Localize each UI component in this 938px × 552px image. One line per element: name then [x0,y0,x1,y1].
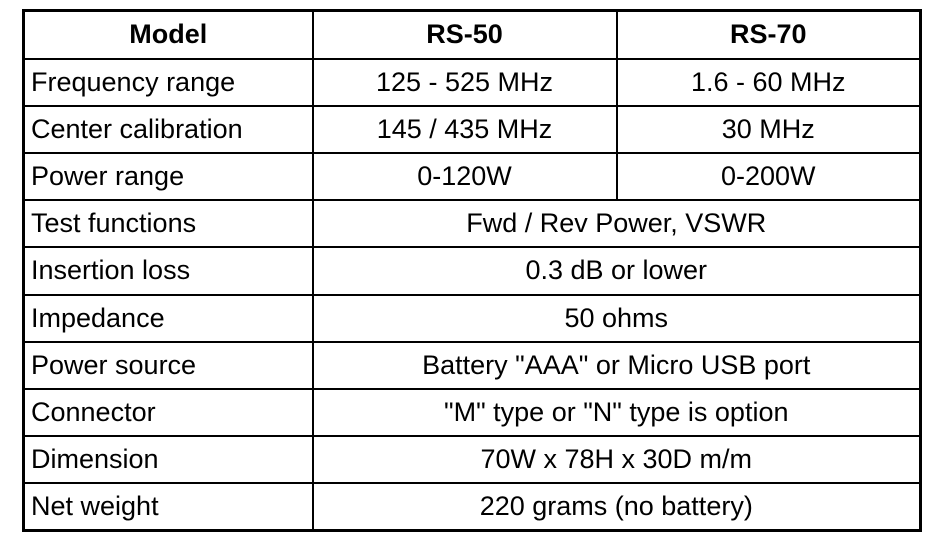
row-label: Center calibration [24,106,313,153]
header-rs-50: RS-50 [313,11,617,59]
cell-rs-50: 145 / 435 MHz [313,106,617,153]
row-label: Insertion loss [24,247,313,294]
table-row [24,247,921,294]
cell-shared: Fwd / Rev Power, VSWR [313,200,921,247]
cell-rs-50: 0-120W [313,153,617,200]
table-row [24,295,921,342]
header-rs-70: RS-70 [617,11,921,59]
table-row [24,342,921,389]
row-label: Power source [24,342,313,389]
cell-shared: 50 ohms [313,295,921,342]
row-label: Power range [24,153,313,200]
cell-shared: Battery "AAA" or Micro USB port [313,342,921,389]
row-label: Dimension [24,436,313,483]
cell-shared: 70W x 78H x 30D m/m [313,436,921,483]
cell-shared: 0.3 dB or lower [313,247,921,294]
row-label: Test functions [24,200,313,247]
spec-table [22,9,922,532]
table-header-row [24,11,921,59]
table-row [24,59,921,106]
cell-rs-50: 125 - 525 MHz [313,59,617,106]
table-row [24,200,921,247]
cell-rs-70: 1.6 - 60 MHz [617,59,921,106]
header-model: Model [24,11,313,59]
table-row [24,106,921,153]
cell-shared: "M" type or "N" type is option [313,389,921,436]
cell-shared: 220 grams (no battery) [313,483,921,530]
row-label: Net weight [24,483,313,530]
row-label: Impedance [24,295,313,342]
table-row [24,436,921,483]
table-row [24,153,921,200]
cell-rs-70: 30 MHz [617,106,921,153]
row-label: Connector [24,389,313,436]
row-label: Frequency range [24,59,313,106]
table-row [24,389,921,436]
cell-rs-70: 0-200W [617,153,921,200]
table-row [24,483,921,530]
